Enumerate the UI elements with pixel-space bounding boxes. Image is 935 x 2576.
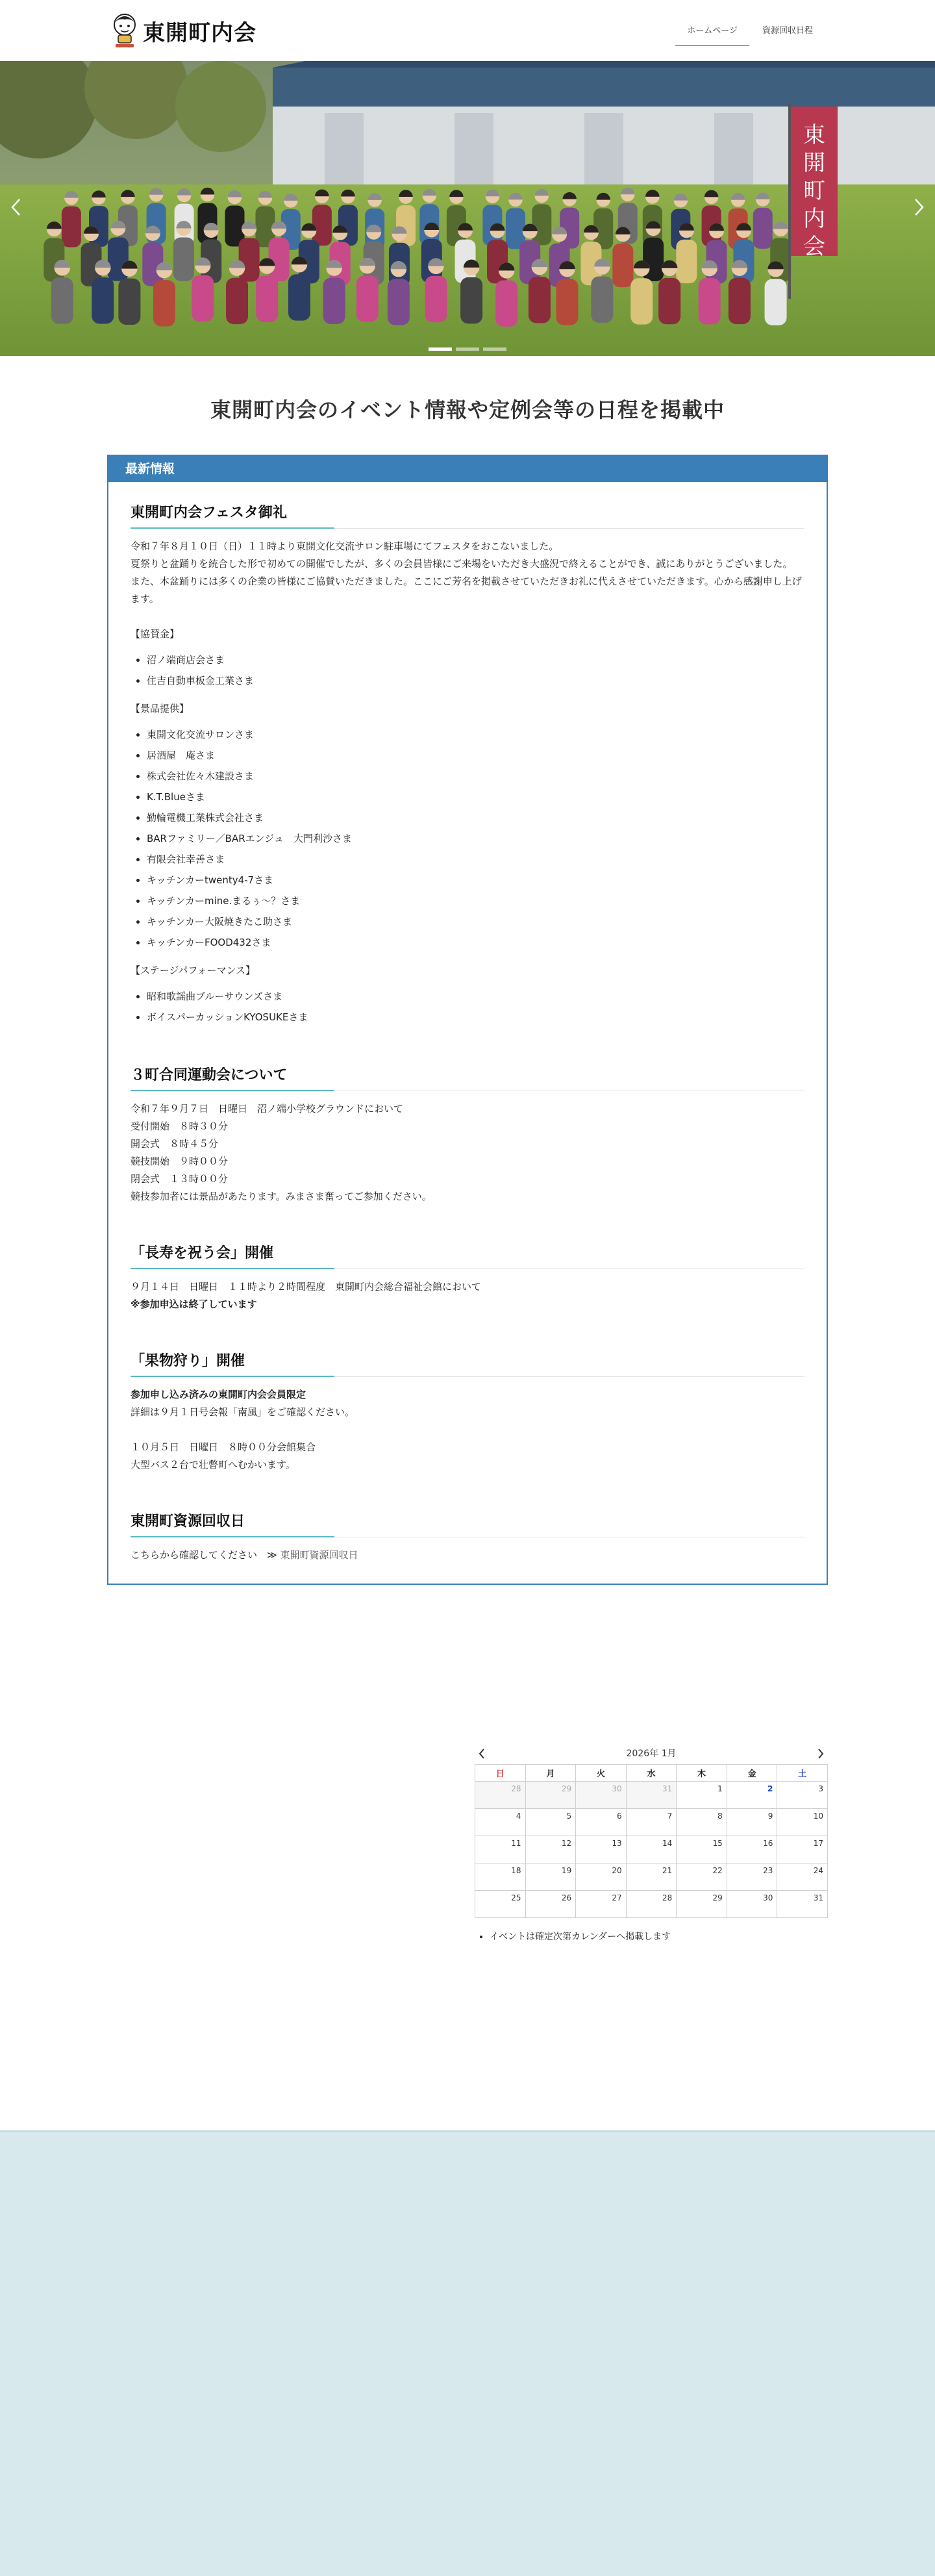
calendar-day[interactable]: 17 bbox=[777, 1836, 828, 1863]
calendar-day[interactable]: 5 bbox=[525, 1809, 576, 1836]
mascot-logo-icon bbox=[110, 12, 139, 49]
calendar-day[interactable]: 25 bbox=[475, 1891, 526, 1918]
page-lead-heading: 東開町内会のイベント情報や定例会等の日程を掲載中 bbox=[210, 398, 725, 422]
chevron-left-icon bbox=[479, 1749, 485, 1759]
latest-news-box bbox=[107, 455, 828, 1585]
calendar-weekday: 金 bbox=[727, 1765, 777, 1782]
calendar-day[interactable]: 7 bbox=[626, 1809, 677, 1836]
calendar-day[interactable]: 13 bbox=[576, 1836, 627, 1863]
section-fruit bbox=[131, 1352, 804, 1474]
fruit-title: 「果物狩り」開催 bbox=[131, 1352, 804, 1377]
calendar-day[interactable]: 20 bbox=[576, 1863, 627, 1891]
calendar-day[interactable]: 2 bbox=[727, 1782, 777, 1809]
calendar-day[interactable]: 27 bbox=[576, 1891, 627, 1918]
list-item: • 沼ノ端商店会さま bbox=[147, 650, 804, 670]
hero-dot-1[interactable] bbox=[429, 347, 452, 351]
calendar-day[interactable]: 19 bbox=[525, 1863, 576, 1891]
list-item: • 住吉自動車板金工業さま bbox=[147, 670, 804, 691]
calendar-day[interactable]: 9 bbox=[727, 1809, 777, 1836]
hero-dot-3[interactable] bbox=[483, 347, 506, 351]
prize-list bbox=[147, 724, 804, 953]
list-item: • BARファミリー／BARエンジュ 大門利沙さま bbox=[147, 828, 804, 849]
nav-recycle-schedule[interactable]: 資源回収日程 bbox=[762, 26, 813, 36]
chevron-right-icon bbox=[914, 198, 925, 216]
calendar-next-button[interactable] bbox=[813, 1746, 829, 1762]
svg-text:内: 内 bbox=[803, 206, 825, 232]
list-item: • キッチンカーtwenty4-7さま bbox=[147, 870, 804, 890]
svg-text:会: 会 bbox=[803, 234, 825, 260]
fest-text-3: また、本盆踊りには多くの企業の皆様にご協賛いただきました。ここにご芳名を掲載させていただきお礼に代えさせていただきます。心から感謝申し上げます。 bbox=[131, 575, 802, 605]
calendar-weekday: 火 bbox=[576, 1765, 627, 1782]
calendar-day[interactable]: 15 bbox=[677, 1836, 727, 1863]
nav-home[interactable]: ホームページ bbox=[675, 18, 749, 46]
calendar-note bbox=[490, 1930, 829, 1943]
hero-dot-2[interactable] bbox=[456, 347, 479, 351]
event-calendar bbox=[474, 1743, 829, 1943]
site-header bbox=[0, 0, 935, 61]
calendar-weekday: 土 bbox=[777, 1765, 828, 1782]
list-item: • 有限会社幸善さま bbox=[147, 849, 804, 870]
calendar-day[interactable]: 24 bbox=[777, 1863, 828, 1891]
calendar-day[interactable]: 6 bbox=[576, 1809, 627, 1836]
calendar-day[interactable]: 23 bbox=[727, 1863, 777, 1891]
calendar-day[interactable]: 4 bbox=[475, 1809, 526, 1836]
sponsor-list bbox=[147, 650, 804, 691]
hero-next-arrow[interactable] bbox=[906, 194, 932, 220]
longevity-title: 「長寿を祝う会」開催 bbox=[131, 1244, 804, 1269]
calendar-grid bbox=[475, 1764, 828, 1918]
calendar-day[interactable]: 30 bbox=[727, 1891, 777, 1918]
list-item: • キッチンカーmine.まるぅ〜？さま bbox=[147, 890, 804, 911]
calendar-day[interactable]: 16 bbox=[727, 1836, 777, 1863]
calendar-day[interactable]: 11 bbox=[475, 1836, 526, 1863]
list-item: • 昭和歌謡曲ブルーサウンズさま bbox=[147, 986, 804, 1007]
section-fest bbox=[131, 504, 804, 1028]
section-recycle bbox=[131, 1513, 804, 1564]
hero-slider bbox=[0, 61, 935, 356]
calendar-day[interactable]: 3 bbox=[777, 1782, 828, 1809]
calendar-day[interactable]: 26 bbox=[525, 1891, 576, 1918]
calendar-month: 2026年 1月 bbox=[626, 1749, 677, 1759]
calendar-day[interactable]: 21 bbox=[626, 1863, 677, 1891]
fest-text-2: 夏祭りと盆踊りを統合した形で初めての開催でしたが、多くの会員皆様にご来場をいただき大盛況で終えることができ、誠にありがとうございました。 bbox=[131, 558, 793, 570]
recycle-text: こちらから確認してください ≫ bbox=[131, 1549, 277, 1561]
calendar-day[interactable]: 28 bbox=[475, 1782, 526, 1809]
calendar-weekday: 日 bbox=[475, 1765, 526, 1782]
calendar-day[interactable]: 31 bbox=[626, 1782, 677, 1809]
sports-line: 閉会式 １３時００分 bbox=[131, 1173, 229, 1185]
calendar-day[interactable]: 12 bbox=[525, 1836, 576, 1863]
section-sports bbox=[131, 1067, 804, 1206]
recycle-schedule-link[interactable]: 東開町資源回収日 bbox=[280, 1549, 358, 1561]
section-longevity bbox=[131, 1244, 804, 1313]
sports-line: 令和７年９月７日 日曜日 沼ノ端小学校グラウンドにおいて bbox=[131, 1103, 404, 1115]
fest-title: 東開町内会フェスタ御礼 bbox=[131, 504, 804, 529]
calendar-weekday: 水 bbox=[626, 1765, 677, 1782]
calendar-day[interactable]: 28 bbox=[626, 1891, 677, 1918]
sports-line: 競技参加者には景品があたります。みまさま奮ってご参加ください。 bbox=[131, 1191, 432, 1202]
sports-line: 競技開始 ９時００分 bbox=[131, 1155, 229, 1167]
svg-text:町: 町 bbox=[803, 178, 825, 204]
site-footer bbox=[0, 2130, 935, 2576]
chevron-right-icon bbox=[817, 1749, 824, 1759]
site-title: 東開町内会 bbox=[143, 19, 256, 46]
calendar-day[interactable]: 1 bbox=[677, 1782, 727, 1809]
calendar-day[interactable]: 10 bbox=[777, 1809, 828, 1836]
calendar-day[interactable]: 31 bbox=[777, 1891, 828, 1918]
list-item: • 東開文化交流サロンさま bbox=[147, 724, 804, 745]
sports-line: 開会式 ８時４５分 bbox=[131, 1138, 219, 1150]
longevity-line: ９月１４日 日曜日 １１時より２時間程度 東開町内会総合福祉会館において bbox=[131, 1281, 482, 1293]
sponsor-heading: 【協賛金】 bbox=[131, 628, 180, 640]
list-item: • 株式会社佐々木建設さま bbox=[147, 766, 804, 787]
sports-title: ３町合同運動会について bbox=[131, 1067, 804, 1091]
hero-group-photo bbox=[0, 61, 935, 356]
calendar-prev-button[interactable] bbox=[474, 1746, 490, 1762]
svg-text:開: 開 bbox=[803, 150, 825, 176]
list-item: • 勤輪電機工業株式会社さま bbox=[147, 807, 804, 828]
list-item: • キッチンカー大阪焼きたこ助さま bbox=[147, 911, 804, 932]
news-header: 最新情報 bbox=[108, 455, 827, 482]
fruit-line: 大型バス２台で壮瞥町へむかいます。 bbox=[131, 1459, 295, 1471]
fruit-line: 参加申し込み済みの東開町内会会員限定 bbox=[131, 1389, 306, 1400]
calendar-day[interactable]: 29 bbox=[525, 1782, 576, 1809]
banner-char: 東 bbox=[803, 122, 825, 148]
hero-prev-arrow[interactable] bbox=[3, 194, 29, 220]
list-item: • 居酒屋 庵さま bbox=[147, 745, 804, 766]
site-logo[interactable] bbox=[110, 12, 256, 49]
fruit-line: １０月５日 日曜日 ８時００分会館集合 bbox=[131, 1441, 316, 1453]
hero-pagination bbox=[0, 347, 935, 351]
recycle-row bbox=[131, 1547, 804, 1564]
recycle-title: 東開町資源回収日 bbox=[131, 1513, 804, 1537]
chevron-left-icon bbox=[10, 198, 21, 216]
list-item: • K.T.Blueさま bbox=[147, 787, 804, 807]
longevity-notice: ※参加申込は終了しています bbox=[131, 1298, 257, 1310]
stage-heading: 【ステージパフォーマンス】 bbox=[131, 965, 256, 976]
prize-heading: 【景品提供】 bbox=[131, 703, 190, 714]
calendar-weekday: 木 bbox=[677, 1765, 727, 1782]
calendar-day[interactable]: 8 bbox=[677, 1809, 727, 1836]
calendar-day[interactable]: 29 bbox=[677, 1891, 727, 1918]
fruit-line: 詳細は９月１日号会報「南風」をご確認ください。 bbox=[131, 1406, 355, 1418]
sports-line: 受付開始 ８時３０分 bbox=[131, 1120, 229, 1132]
stage-list bbox=[147, 986, 804, 1028]
list-item: • キッチンカーFOOD432さま bbox=[147, 932, 804, 953]
calendar-day[interactable]: 18 bbox=[475, 1863, 526, 1891]
fest-text-1: 令和７年８月１０日（日）１１時より東開文化交流サロン駐車場にてフェスタをおこないました。 bbox=[131, 540, 559, 552]
global-nav bbox=[674, 18, 825, 46]
list-item: • ボイスパーカッションKYOSUKEさま bbox=[147, 1007, 804, 1028]
calendar-note-item: • イベントは確定次第カレンダーへ掲載します bbox=[490, 1930, 829, 1943]
calendar-weekday: 月 bbox=[525, 1765, 576, 1782]
calendar-day[interactable]: 30 bbox=[576, 1782, 627, 1809]
calendar-day[interactable]: 22 bbox=[677, 1863, 727, 1891]
calendar-day[interactable]: 14 bbox=[626, 1836, 677, 1863]
